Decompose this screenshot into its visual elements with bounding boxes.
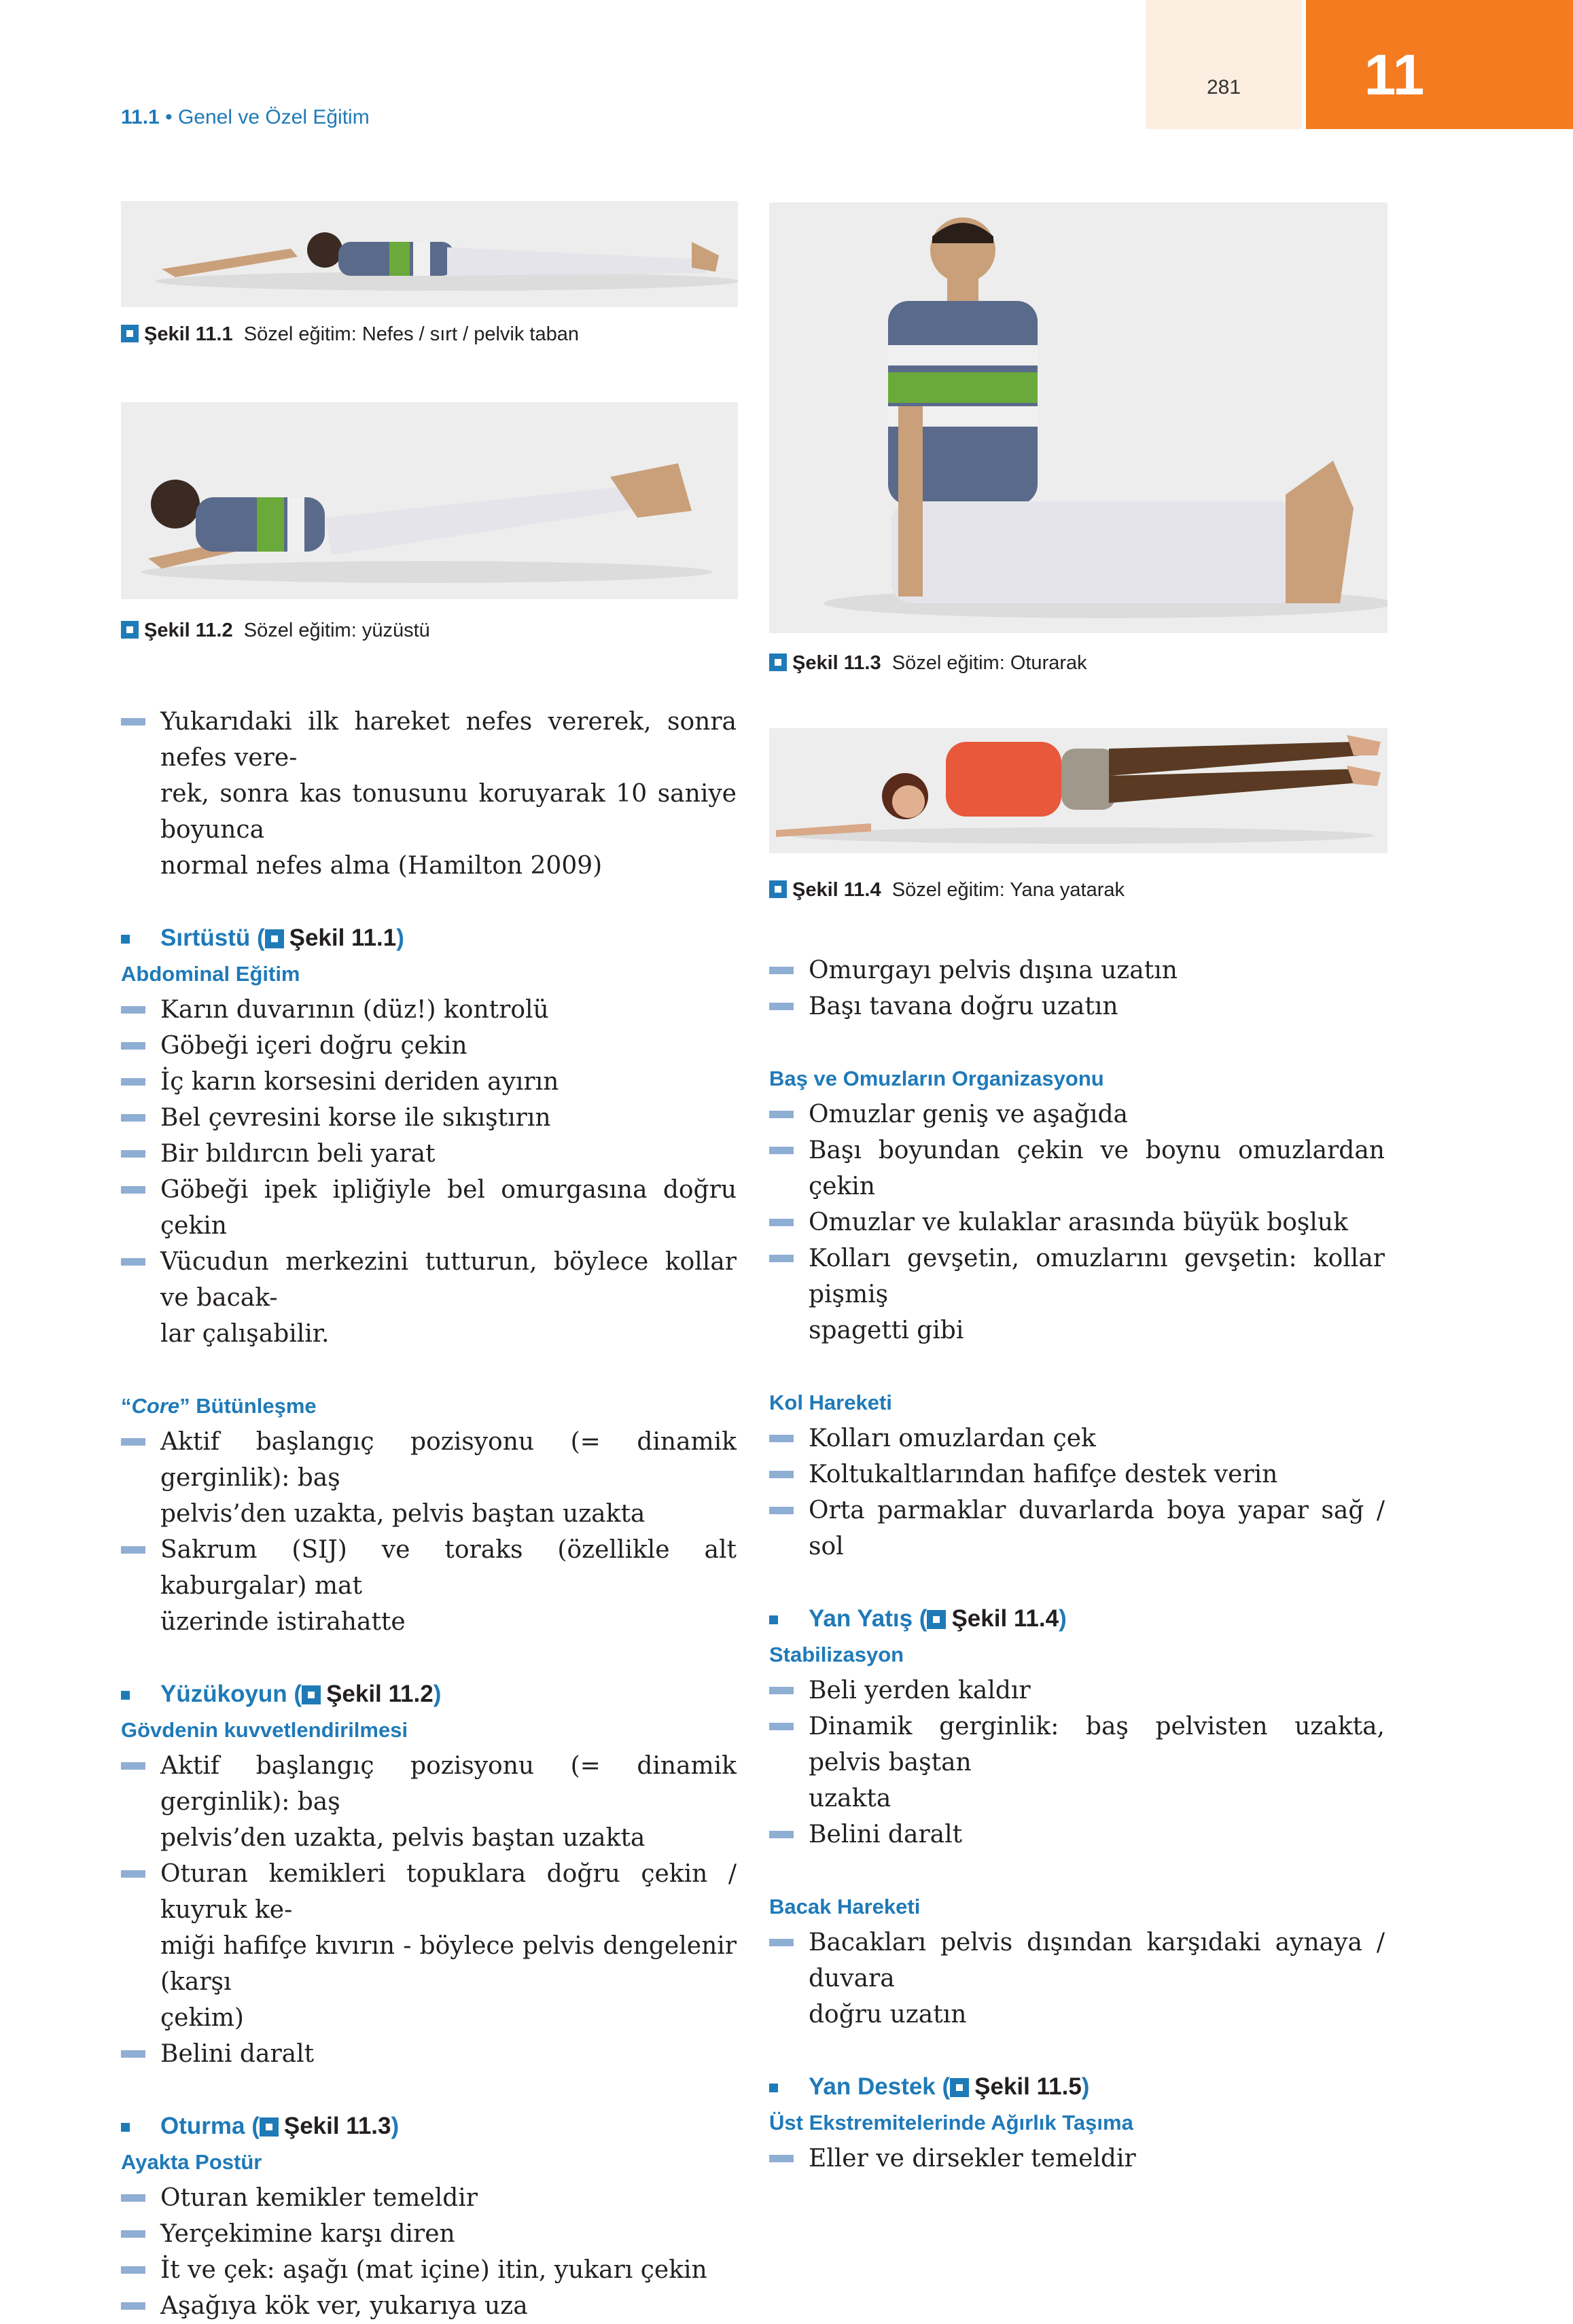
item-text: Omuzlar ve kulaklar arasında büyük boşluk	[809, 1209, 1348, 1236]
core-rest: ” Bütünleşme	[179, 1394, 317, 1418]
bullet-dash	[769, 1219, 794, 1226]
section-heading-side-lying	[769, 1601, 1385, 1637]
text-line: Yukarıdaki ilk hareket nefes vererek, sonra nefes vere-	[160, 708, 737, 772]
item-text: Başı tavana doğru uzatın	[809, 993, 1118, 1020]
figure-11-1-caption	[121, 323, 579, 346]
figure-icon	[302, 1685, 321, 1704]
side-lying-figure-illustration	[769, 728, 1388, 853]
bullet-dash	[769, 1003, 794, 1010]
item-text: Kolları omuzlardan çek	[809, 1425, 1096, 1452]
figure-label: Şekil 11.1	[144, 323, 233, 345]
figure-11-2-caption	[121, 620, 430, 642]
item-text: Başı boyundan çekin ve boynu omuzlardan çekin	[809, 1137, 1385, 1200]
bullet-dash	[769, 1255, 794, 1262]
text-line: Aktif başlangıç pozisyonu (= dinamik gerginlik): baş	[160, 1752, 737, 1816]
list-item	[121, 1100, 737, 1136]
figure-icon	[260, 2117, 279, 2137]
figure-11-4-photo	[769, 728, 1388, 853]
figure-reference: Şekil 11.5	[974, 2073, 1082, 2100]
list-item	[121, 1748, 737, 1856]
heading-close: )	[396, 925, 404, 951]
bullet-dash	[121, 2050, 145, 2058]
figure-label: Şekil 11.2	[144, 620, 233, 641]
heading-close: )	[433, 1681, 442, 1707]
subheading-trunk: Gövdenin kuvvetlendirilmesi	[121, 1718, 408, 1742]
sitting-figure-illustration	[769, 202, 1388, 633]
list-item	[121, 1064, 737, 1100]
list-item	[121, 992, 737, 1028]
figure-reference: Şekil 11.2	[326, 1681, 434, 1707]
subheading-upper-extremity: Üst Ekstremitelerinde Ağırlık Taşıma	[769, 2111, 1133, 2134]
list-item	[121, 1136, 737, 1172]
list-item	[769, 1817, 1385, 1853]
list-item	[769, 1925, 1385, 2033]
subheading-stabilization: Stabilizasyon	[769, 1643, 904, 1666]
item-text: Koltukaltlarından hafifçe destek verin	[809, 1461, 1278, 1488]
bullet-dash	[121, 1870, 145, 1878]
figure-label: Şekil 11.4	[792, 879, 881, 901]
bullet-dash	[769, 2155, 794, 2162]
figure-icon	[265, 929, 284, 948]
list-item	[121, 2288, 737, 2324]
square-bullet	[121, 1691, 130, 1700]
bullet-dash	[121, 1186, 145, 1194]
list-item	[121, 1172, 737, 1244]
list-item	[769, 1456, 1385, 1492]
text-line: üzerinde istirahatte	[160, 1608, 406, 1636]
item-text: Orta parmaklar duvarlarda boya yapar sağ / sol	[809, 1497, 1385, 1560]
heading-close: )	[1081, 2073, 1090, 2100]
core-word: Core	[131, 1394, 180, 1418]
figure-icon	[121, 325, 139, 342]
list-item	[121, 2252, 737, 2288]
square-bullet	[121, 935, 130, 944]
item-text: Belini daralt	[809, 1821, 963, 1848]
bullet-dash	[121, 1258, 145, 1266]
figure-icon	[769, 654, 787, 671]
supine-figure-illustration	[121, 201, 738, 307]
text-line: miği hafifçe kıvırın - böylece pelvis dengelenir (karşı	[160, 1932, 737, 1996]
list-item	[769, 1132, 1385, 1204]
bullet-dash	[121, 2302, 145, 2310]
left-column	[121, 704, 737, 2324]
quote-open: “	[121, 1394, 132, 1418]
text-line: Oturan kemikleri topuklara doğru çekin / kuyruk ke-	[160, 1860, 737, 1924]
text-line: Aktif başlangıç pozisyonu (= dinamik gerginlik): baş	[160, 1428, 737, 1492]
item-text: Belini daralt	[160, 2040, 315, 2068]
list-item	[121, 1244, 737, 1352]
figure-11-3-photo	[769, 202, 1388, 633]
heading-text: Oturma (	[160, 2113, 260, 2139]
item-text: Bel çevresini korse ile sıkıştırın	[160, 1104, 551, 1132]
subheading-core	[121, 1388, 737, 1424]
bullet-dash	[121, 718, 145, 726]
bullet-dash	[769, 1831, 794, 1838]
figure-11-3-caption	[769, 652, 1087, 675]
text-line: uzakta	[809, 1785, 891, 1812]
text-line: normal nefes alma (Hamilton 2009)	[160, 852, 603, 880]
figure-11-1-photo	[121, 201, 738, 307]
bullet-dash	[769, 967, 794, 974]
list-item	[769, 952, 1385, 988]
text-line: Vücudun merkezini tutturun, böylece kollar ve bacak-	[160, 1248, 737, 1312]
section-title: Genel ve Özel Eğitim	[177, 106, 370, 128]
figure-icon	[950, 2078, 969, 2097]
bullet-dash	[769, 1507, 794, 1514]
list-item	[769, 1673, 1385, 1709]
subheading-arm: Kol Hareketi	[769, 1391, 892, 1414]
list-item	[121, 2216, 737, 2252]
list-item	[121, 1532, 737, 1640]
subheading-leg: Bacak Hareketi	[769, 1895, 921, 1918]
bullet-dash	[121, 1042, 145, 1050]
square-bullet	[769, 1615, 778, 1624]
item-text: Bir bıldırcın beli yarat	[160, 1140, 436, 1168]
bullet-dash	[121, 1546, 145, 1554]
figure-icon	[927, 1610, 946, 1629]
item-text: İt ve çek: aşağı (mat içine) itin, yukarı çekin	[160, 2256, 707, 2284]
text-line: pelvis’den uzakta, pelvis baştan uzakta	[160, 1824, 646, 1852]
bullet-dash	[121, 1150, 145, 1158]
figure-reference: Şekil 11.1	[289, 925, 397, 951]
bullet-dash	[121, 2230, 145, 2238]
figure-caption-text: Sözel eğitim: Yana yatarak	[891, 879, 1125, 901]
subheading-head-shoulders: Baş ve Omuzların Organizasyonu	[769, 1067, 1104, 1090]
list-item	[769, 1204, 1385, 1240]
section-heading-supine	[121, 920, 737, 956]
text-line: pelvis’den uzakta, pelvis baştan uzakta	[160, 1500, 646, 1528]
heading-text: Yüzükoyun (	[160, 1681, 302, 1707]
heading-text: Yan Destek (	[809, 2073, 951, 2100]
item-text: Oturan kemikler temeldir	[160, 2184, 478, 2212]
section-heading-sitting	[121, 2108, 737, 2144]
figure-reference: Şekil 11.3	[283, 2113, 391, 2139]
bullet-dash	[769, 1723, 794, 1730]
list-item	[121, 2036, 737, 2072]
heading-close: )	[1059, 1605, 1067, 1632]
bullet-dash	[121, 2266, 145, 2274]
list-item	[769, 1709, 1385, 1817]
figure-caption-text: Sözel eğitim: yüzüstü	[243, 620, 430, 641]
bullet-dash	[769, 1111, 794, 1118]
figure-icon	[121, 621, 139, 639]
list-item	[769, 1420, 1385, 1456]
right-column	[769, 952, 1385, 2177]
item-text: İç karın korsesini deriden ayırın	[160, 1068, 559, 1096]
bullet-dash	[769, 1471, 794, 1478]
subheading-posture: Ayakta Postür	[121, 2150, 262, 2174]
list-item	[769, 988, 1385, 1024]
list-item	[121, 2180, 737, 2216]
square-bullet	[769, 2084, 778, 2092]
item-text: Eller ve dirsekler temeldir	[809, 2145, 1136, 2173]
list-item	[769, 1096, 1385, 1132]
item-text: Omuzlar geniş ve aşağıda	[809, 1101, 1128, 1128]
heading-text: Yan Yatış (	[809, 1605, 927, 1632]
bullet-dash	[769, 1687, 794, 1694]
item-text: Göbeği ipek ipliğiyle bel omurgasına doğru çekin	[160, 1176, 737, 1240]
list-item	[121, 1424, 737, 1532]
text-line: rek, sonra kas tonusunu koruyarak 10 saniye boyunca	[160, 780, 737, 844]
intro-bullet	[121, 704, 737, 884]
figure-11-4-caption	[769, 879, 1125, 901]
section-number: 11.1	[121, 106, 160, 128]
item-text: Omurgayı pelvis dışına uzatın	[809, 957, 1178, 984]
text-line: Dinamik gerginlik: baş pelvisten uzakta, pelvis baştan	[809, 1713, 1385, 1776]
bullet-dash	[769, 1147, 794, 1154]
running-head-separator: •	[165, 106, 173, 128]
section-heading-side-support	[769, 2069, 1385, 2105]
bullet-dash	[769, 1435, 794, 1442]
bullet-dash	[121, 1006, 145, 1014]
square-bullet	[121, 2123, 130, 2132]
prone-figure-illustration	[121, 402, 738, 599]
list-item	[769, 1240, 1385, 1348]
figure-caption-text: Sözel eğitim: Nefes / sırt / pelvik taban	[243, 323, 579, 345]
bullet-dash	[121, 2194, 145, 2202]
text-line: Sakrum (SIJ) ve toraks (özellikle alt kaburgalar) mat	[160, 1536, 737, 1600]
heading-close: )	[391, 2113, 400, 2139]
figure-11-2-photo	[121, 402, 738, 599]
text-line: Kolları gevşetin, omuzlarını gevşetin: kollar pişmiş	[809, 1245, 1385, 1308]
figure-label: Şekil 11.3	[792, 652, 881, 674]
bullet-dash	[121, 1762, 145, 1770]
item-text: Yerçekimine karşı diren	[160, 2220, 455, 2248]
bullet-dash	[121, 1078, 145, 1086]
chapter-number: 11	[1364, 43, 1425, 107]
running-head	[121, 106, 370, 129]
list-item	[121, 1856, 737, 2036]
bullet-dash	[121, 1114, 145, 1122]
bullet-dash	[769, 1939, 794, 1946]
bullet-dash	[121, 1438, 145, 1446]
item-text: Göbeği içeri doğru çekin	[160, 1032, 467, 1060]
text-line: doğru uzatın	[809, 2001, 967, 2028]
page-number-tab	[1146, 0, 1302, 129]
item-text: Aşağıya kök ver, yukarıya uza	[160, 2292, 528, 2320]
list-item	[769, 2141, 1385, 2177]
text-line: çekim)	[160, 2004, 244, 2032]
list-item	[121, 1028, 737, 1064]
figure-caption-text: Sözel eğitim: Oturarak	[891, 652, 1087, 674]
figure-reference: Şekil 11.4	[951, 1605, 1059, 1632]
figure-icon	[769, 880, 787, 898]
heading-text: Sırtüstü (	[160, 925, 265, 951]
list-item	[769, 1492, 1385, 1565]
text-line: Bacakları pelvis dışından karşıdaki aynaya / duvara	[809, 1929, 1385, 1992]
text-line: spagetti gibi	[809, 1317, 964, 1344]
item-text: Karın duvarının (düz!) kontrolü	[160, 996, 549, 1024]
subheading-abdominal: Abdominal Eğitim	[121, 962, 300, 986]
text-line: lar çalışabilir.	[160, 1320, 330, 1348]
page-number: 281	[1206, 76, 1241, 99]
section-heading-prone	[121, 1676, 737, 1712]
item-text: Beli yerden kaldır	[809, 1677, 1031, 1704]
